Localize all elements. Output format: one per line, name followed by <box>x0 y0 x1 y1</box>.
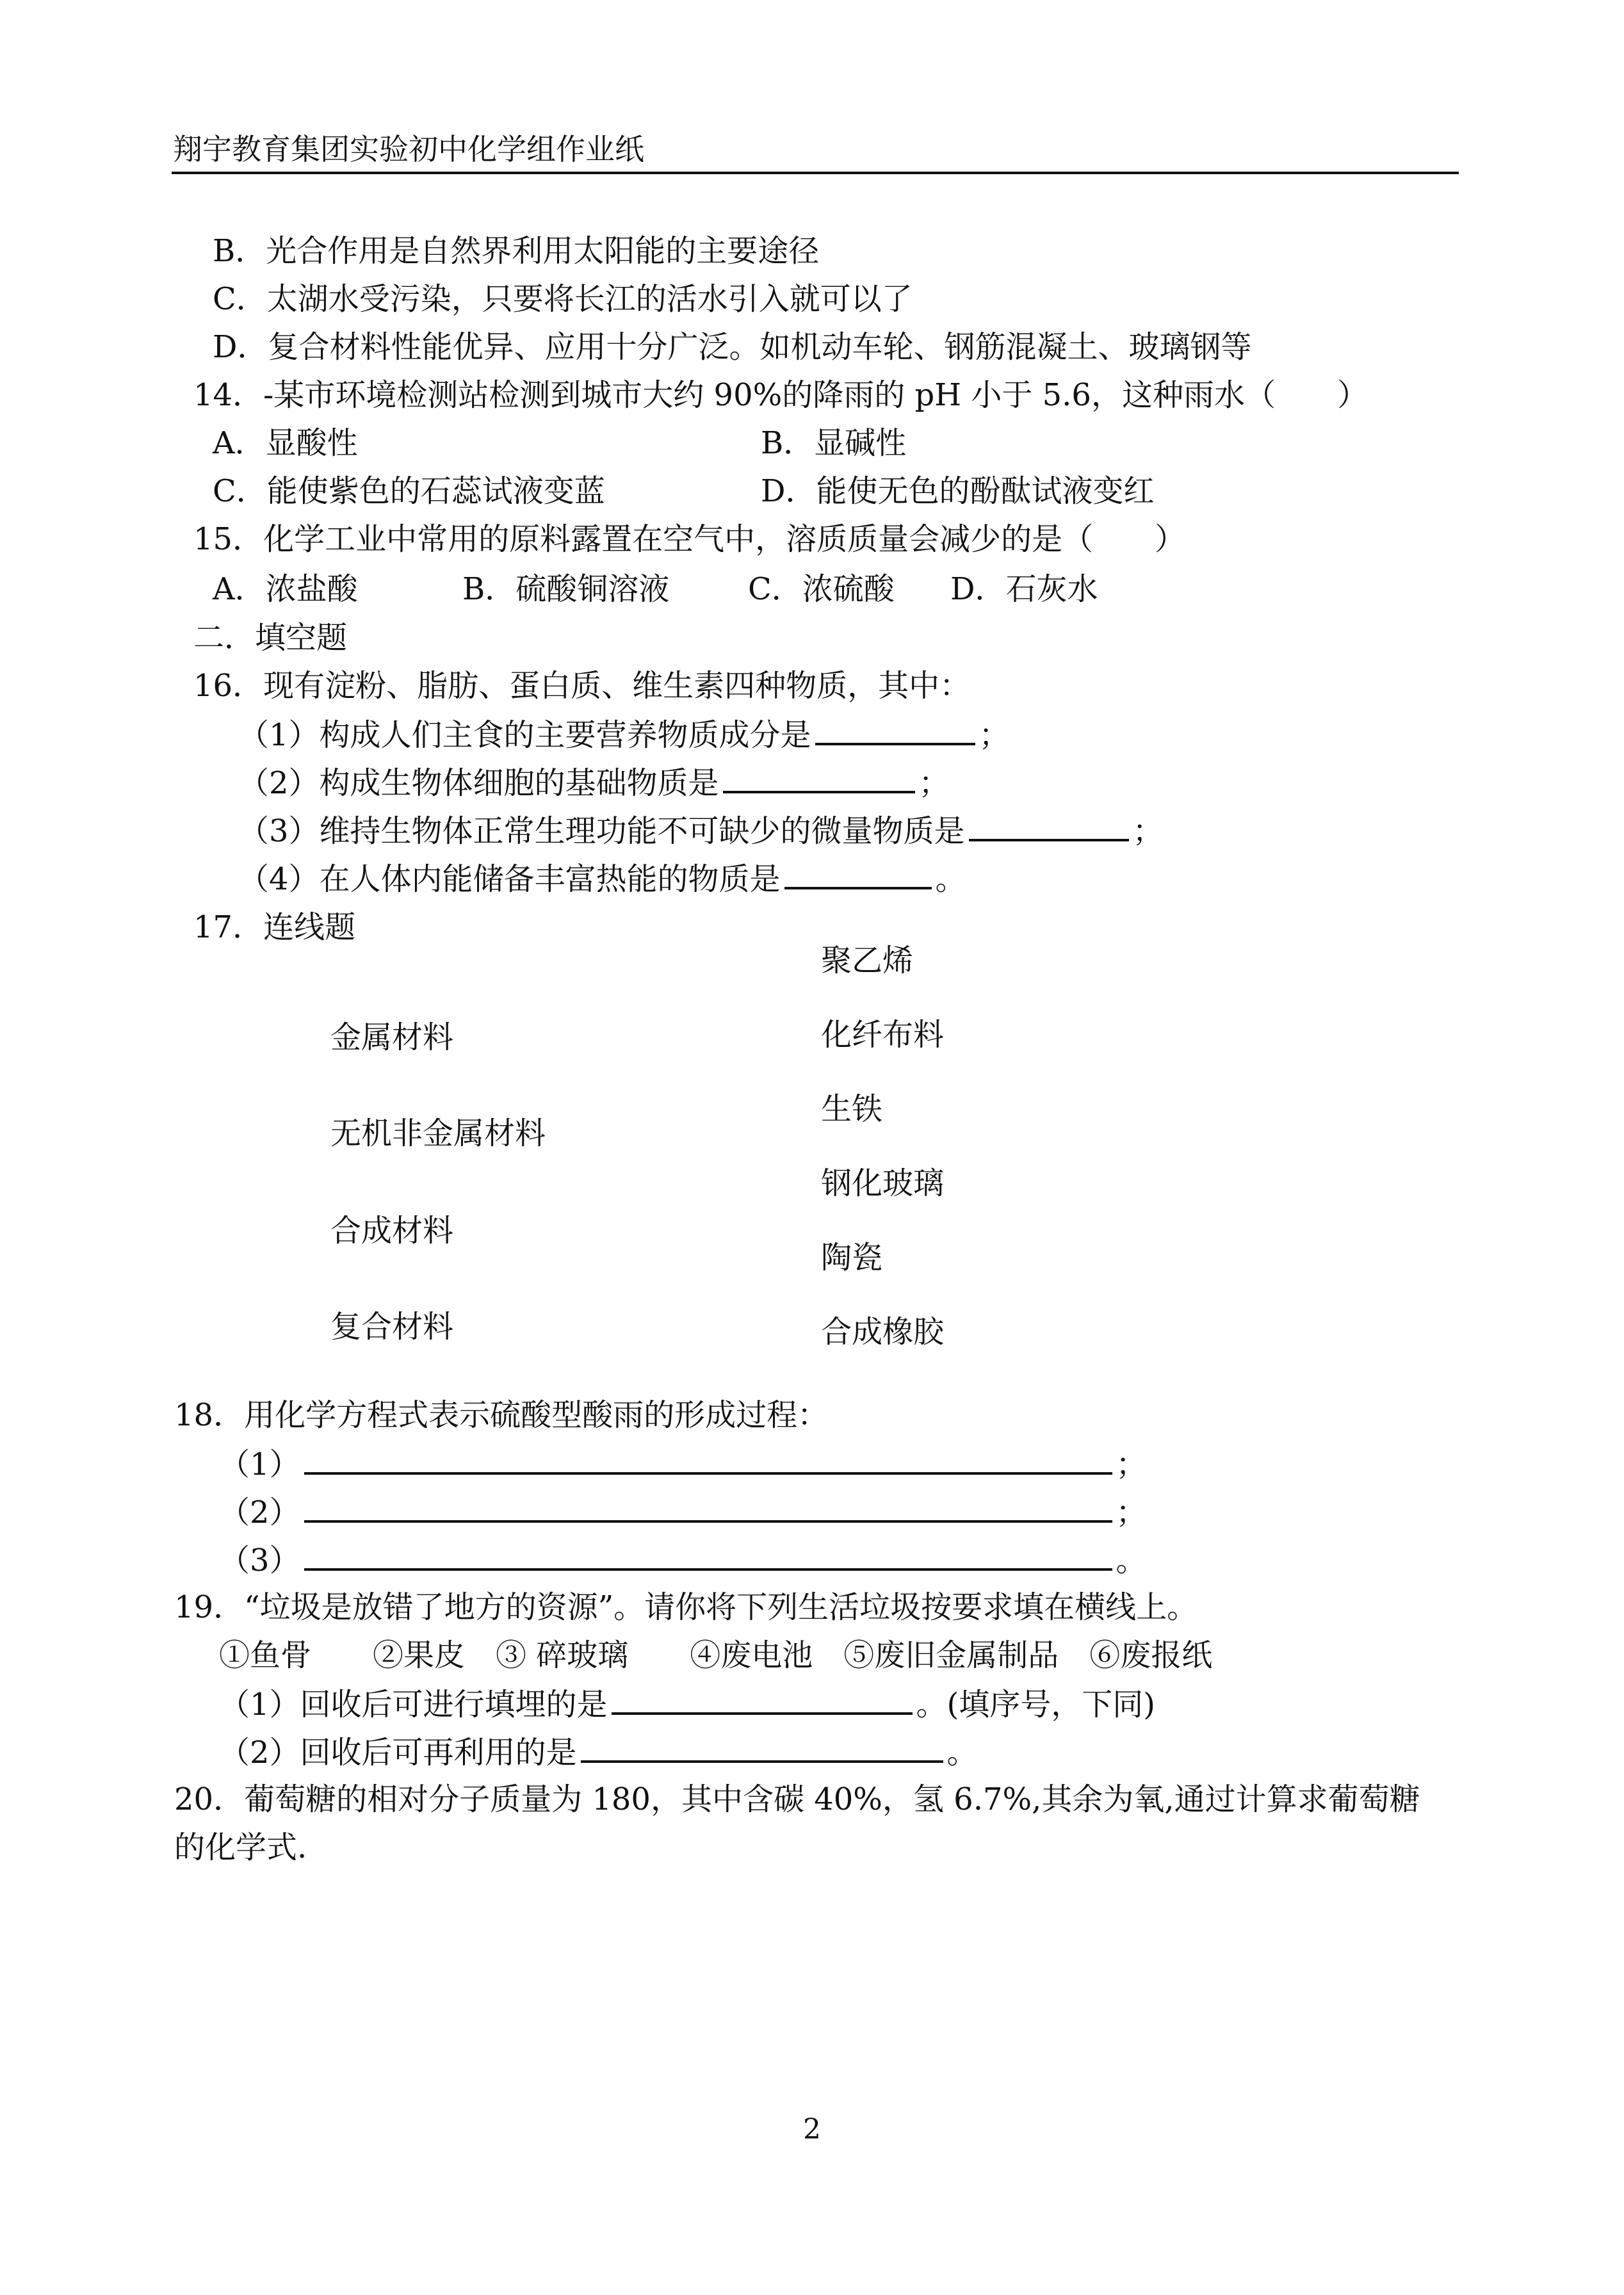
q14-option-d: D．能使无色的酚酞试液变红 <box>761 473 1155 509</box>
q18-line-1: （1） ； <box>219 1444 1147 1484</box>
section-fill-in-title: 二．填空题 <box>193 620 348 656</box>
q17-right-item[interactable]: 化纤布料 <box>821 1017 945 1053</box>
answer-blank[interactable] <box>784 859 932 889</box>
q16-item-2: （2）构成生物体细胞的基础物质是 ； <box>238 763 950 802</box>
q20-line-2: 的化学式. <box>174 1829 307 1865</box>
q16-item-1: （1）构成人们主食的主要营养物质成分是 ； <box>238 715 1010 754</box>
q17-left-item[interactable]: 合成材料 <box>330 1213 454 1249</box>
q16-item-4: （4）在人体内能储备丰富热能的物质是 。 <box>238 859 966 898</box>
q17-right-item[interactable]: 生铁 <box>821 1091 883 1127</box>
answer-blank[interactable] <box>815 715 975 745</box>
q17-right-item[interactable]: 陶瓷 <box>821 1240 883 1276</box>
q18-line-2: （2） ； <box>219 1492 1147 1532</box>
q18-stem: 18．用化学方程式表示硫酸型酸雨的形成过程： <box>174 1397 829 1433</box>
q13-option-c: C．太湖水受污染，只要将长江的活水引入就可以了 <box>213 281 913 317</box>
q17-left-item[interactable]: 金属材料 <box>330 1019 454 1055</box>
q15-option-a: A．浓盐酸 <box>213 571 358 607</box>
equation-blank[interactable] <box>304 1444 1112 1475</box>
q20-line-1: 20．葡萄糖的相对分子质量为 180，其中含碳 40%，氢 6.7%,其余为氧,通过计算求葡萄糖 <box>174 1781 1420 1817</box>
q15-option-b: B．硫酸铜溶液 <box>462 571 670 607</box>
equation-blank[interactable] <box>304 1540 1112 1571</box>
q17-left-item[interactable]: 无机非金属材料 <box>330 1115 546 1151</box>
equation-blank[interactable] <box>304 1492 1112 1523</box>
answer-blank[interactable] <box>612 1684 913 1715</box>
page-number: 2 <box>803 2113 821 2146</box>
q17-right-item[interactable]: 钢化玻璃 <box>821 1165 945 1201</box>
q17-right-item[interactable]: 合成橡胶 <box>821 1314 945 1350</box>
q17-stem: 17．连线题 <box>193 909 356 945</box>
q14-option-c: C．能使紫色的石蕊试液变蓝 <box>213 473 605 509</box>
q17-right-item[interactable]: 聚乙烯 <box>821 943 914 978</box>
header-rule <box>172 172 1459 174</box>
q15-option-d: D．石灰水 <box>950 571 1098 607</box>
q19-options: ①鱼骨 ②果皮 ③ 碎玻璃 ④废电池 ⑤废旧金属制品 ⑥废报纸 <box>219 1637 1213 1673</box>
answer-blank[interactable] <box>723 763 915 793</box>
q17-left-item[interactable]: 复合材料 <box>330 1309 454 1345</box>
q14-option-a: A．显酸性 <box>213 425 358 461</box>
q13-option-b: B．光合作用是自然界利用太阳能的主要途径 <box>213 233 820 269</box>
q19-stem: 19．“垃圾是放错了地方的资源”。请你将下列生活垃圾按要求填在横线上。 <box>174 1589 1198 1625</box>
q16-item-3: （3）维持生物体正常生理功能不可缺少的微量物质是 ； <box>238 811 1164 850</box>
q19-item-1: （1）回收后可进行填埋的是 。(填序号，下同) <box>219 1684 1155 1724</box>
page-header-title: 翔宇教育集团实验初中化学组作业纸 <box>173 132 644 166</box>
q14-option-b: B．显碱性 <box>761 425 907 461</box>
q16-stem: 16．现有淀粉、脂肪、蛋白质、维生素四种物质，其中： <box>193 668 971 704</box>
answer-blank[interactable] <box>969 811 1129 841</box>
q15-stem: 15．化学工业中常用的原料露置在空气中，溶质质量会减少的是（ ） <box>193 521 1186 557</box>
answer-blank[interactable] <box>581 1732 943 1763</box>
q14-stem: 14．-某市环境检测站检测到城市大约 90%的降雨的 pH 小于 5.6，这种雨水（ ） <box>193 377 1368 413</box>
q15-option-c: C．浓硫酸 <box>748 571 895 607</box>
q13-option-d: D．复合材料性能优异、应用十分广泛。如机动车轮、钢筋混凝土、玻璃钢等 <box>213 329 1252 365</box>
q18-line-3: （3） 。 <box>219 1540 1147 1580</box>
q19-item-2: （2）回收后可再利用的是 。 <box>219 1732 978 1772</box>
